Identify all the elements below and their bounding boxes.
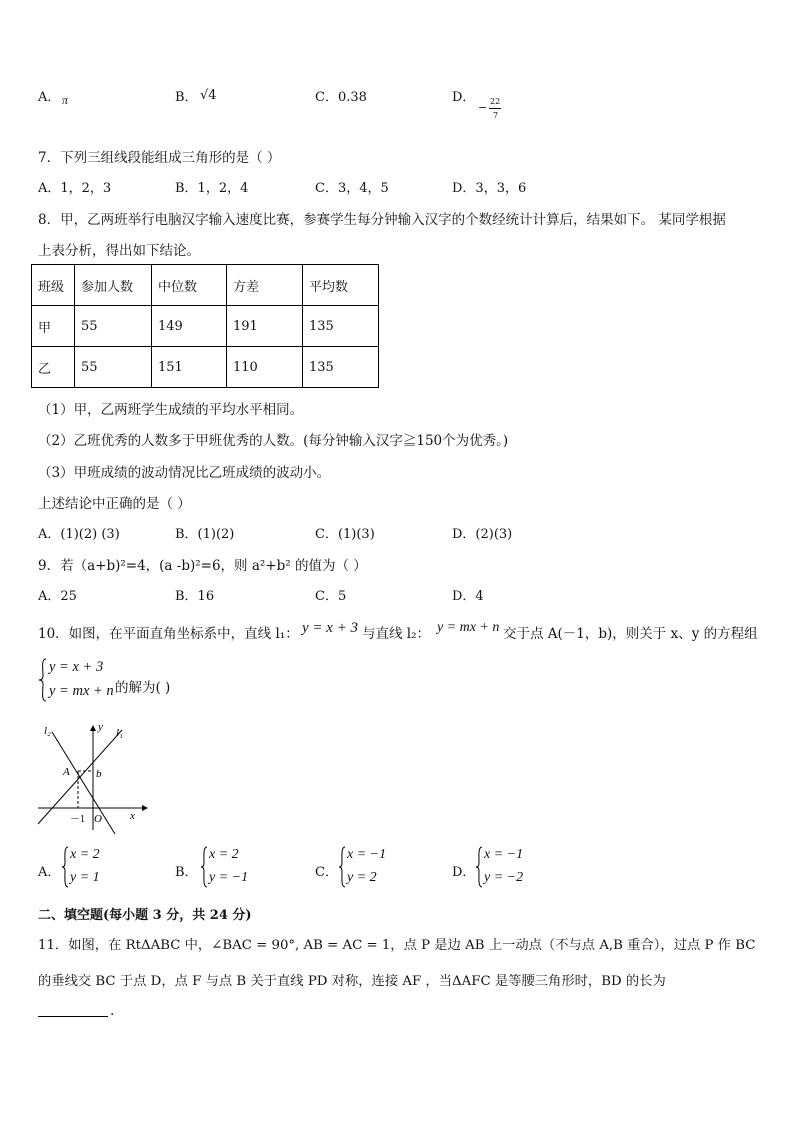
q10-option-c-label: C．: [315, 865, 338, 880]
table-header: 参加人数: [75, 265, 152, 306]
q8-option-c: C．(1)(3): [315, 527, 375, 542]
q6-option-d-denominator: 7: [493, 111, 499, 120]
x-axis-label: x: [130, 810, 135, 822]
section-heading: 二、填空题(每小题 3 分，共 24 分): [38, 908, 252, 923]
q10-option-d-label: D．: [452, 865, 476, 880]
q8-line-2: 上表分析，得出如下结论。: [38, 243, 200, 259]
q9-text: 9．若（a+b)²=4，(a -b)²=6，则 a²+b² 的值为（ ）: [38, 558, 367, 574]
fraction-bar: [489, 108, 501, 109]
score-table: [31, 264, 379, 388]
l1-label: l₁: [116, 727, 123, 739]
option-b-brace-icon: [200, 846, 208, 888]
q9-option-b: B．16: [175, 589, 215, 604]
q9-option-c: C．5: [315, 589, 347, 604]
q6-option-b-value: √4: [200, 88, 217, 103]
q11-line-1: 11．如图，在 RtΔABC 中，∠BAC = 90°, AB = AC = 1，点 P 是边 AB 上一动点（不与点 A,B 重合），过点 P 作 BC: [38, 938, 756, 953]
point-a-label: A: [63, 766, 70, 778]
q10-equation-1: y = x + 3: [302, 620, 359, 636]
system-brace-icon: [38, 658, 48, 702]
table-header: 班级: [32, 265, 75, 306]
q10-option-b-label: B．: [175, 865, 198, 880]
neg-one-label: －1: [70, 814, 85, 825]
q8-line-1: 8．甲，乙两班举行电脑汉字输入速度比赛，参赛学生每分钟输入汉字的个数经统计计算后，结果如下。 某同学根据: [38, 212, 726, 228]
q7-option-c: C．3，4，5: [315, 181, 389, 196]
q8-conclusion-1: （1）甲，乙两班学生成绩的平均水平相同。: [38, 402, 304, 418]
table-cell: 149: [152, 306, 227, 347]
q9-option-a: A．25: [38, 589, 77, 604]
q7-option-a: A．1，2，3: [38, 181, 112, 196]
q6-option-d-numerator: 22: [490, 97, 501, 106]
table-cell: 110: [227, 347, 303, 388]
q9-option-d: D．4: [452, 589, 484, 604]
q10-option-c-line-1: x = −1: [347, 847, 387, 862]
q10-system-eq-2: y = mx + n: [49, 683, 114, 699]
q11-end: .: [110, 1003, 115, 1019]
q8-conclusion-3: （3）甲班成绩的波动情况比乙班成绩的波动小。: [38, 465, 331, 481]
answer-blank: [38, 1016, 108, 1017]
q10-system-after: 的解为( ): [115, 680, 171, 696]
table-header: 方差: [227, 265, 303, 306]
q10-option-d-line-2: y = −2: [484, 870, 524, 885]
table-header-row: [32, 265, 379, 306]
q10-system-eq-1: y = x + 3: [49, 659, 104, 675]
q6-option-d-label: D．: [452, 90, 476, 105]
table-cell: 甲: [32, 306, 75, 347]
l2-label: l₂: [44, 725, 51, 737]
q8-option-a: A．(1)(2) (3): [38, 527, 120, 542]
q8-option-d: D．(2)(3): [452, 527, 513, 542]
q10-coordinate-graph: [30, 718, 155, 836]
q10-option-d-line-1: x = −1: [484, 847, 524, 862]
q10-option-a-label: A．: [38, 865, 61, 880]
q10-equation-2: y = mx + n: [437, 620, 500, 635]
table-cell: 55: [75, 347, 152, 388]
y-axis-label: y: [98, 721, 103, 733]
q6-option-c: C．0.38: [315, 90, 367, 105]
q10-text-prefix: 10．如图，在平面直角坐标系中，直线 l₁：: [38, 626, 299, 642]
q10-option-a-line-2: y = 1: [70, 870, 100, 885]
origin-label: O: [94, 813, 102, 825]
q7-text: 7．下列三组线段能组成三角形的是（ ）: [38, 150, 281, 166]
q7-option-d: D．3，3，6: [452, 181, 527, 196]
q7-option-b: B．1，2，4: [175, 181, 249, 196]
table-cell: 55: [75, 306, 152, 347]
q10-option-b-line-2: y = −1: [209, 870, 249, 885]
q8-option-b: B．(1)(2): [175, 527, 235, 542]
table-cell: 135: [303, 306, 379, 347]
q8-conclusion-2: （2）乙班优秀的人数多于甲班优秀的人数。(每分钟输入汉字≧150个为优秀。): [38, 433, 509, 449]
q10-text-mid: 与直线 l₂：: [362, 626, 431, 642]
table-cell: 151: [152, 347, 227, 388]
q6-option-b-label: B．: [175, 90, 198, 105]
table-cell: 乙: [32, 347, 75, 388]
table-header: 中位数: [152, 265, 227, 306]
q10-text-suffix: 交于点 A(－1，b)，则关于 x、y 的方程组: [503, 626, 758, 642]
option-c-brace-icon: [338, 846, 346, 888]
table-row: [32, 306, 379, 347]
b-label: b: [96, 768, 102, 780]
q8-question: 上述结论中正确的是（ ）: [38, 496, 191, 512]
option-a-brace-icon: [61, 846, 69, 888]
q11-line-2: 的垂线交 BC 于点 D，点 F 与点 B 关于直线 PD 对称，连接 AF ，当ΔAFC 是等腰三角形时，BD 的长为: [38, 974, 666, 989]
q10-option-a-line-1: x = 2: [70, 847, 100, 862]
q6-option-d-minus: −: [478, 101, 488, 114]
q10-option-b-line-1: x = 2: [209, 847, 239, 862]
table-cell: 191: [227, 306, 303, 347]
q6-option-a-value: π: [62, 93, 69, 107]
q10-option-c-line-2: y = 2: [347, 870, 377, 885]
table-cell: 135: [303, 347, 379, 388]
table-row: [32, 347, 379, 388]
table-header: 平均数: [303, 265, 379, 306]
q6-option-a-label: A．: [38, 90, 61, 105]
option-d-brace-icon: [475, 846, 483, 888]
